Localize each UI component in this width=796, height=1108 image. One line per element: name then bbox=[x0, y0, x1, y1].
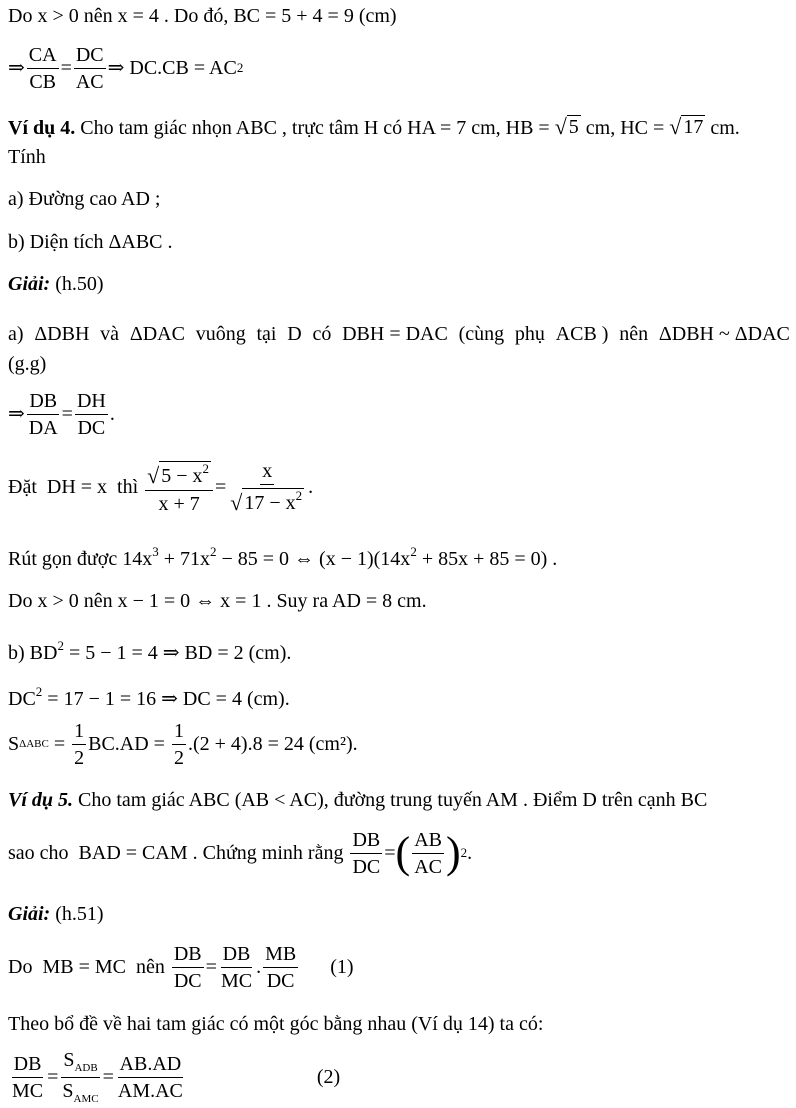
solution-heading: Giải: (h.50) bbox=[8, 273, 104, 295]
equation-number: (1) bbox=[330, 956, 354, 978]
text-line-4: Tính bbox=[8, 146, 46, 168]
fraction: $\frac{DB}{DC}$ bbox=[352, 828, 381, 878]
fraction: $\frac{DB}{DC}$ bbox=[173, 942, 202, 992]
item-a: a) Đường cao AD ; bbox=[8, 188, 161, 210]
example-4-heading: Ví dụ 4. Cho tam giác nhọn ABC , trực tâm H có HA = 7 cm, HB = √ 5 cm, HC = √ 17 cm. bbox=[8, 114, 740, 139]
text-line-21: Theo bổ đề về hai tam giác có một góc bằng nhau (Ví dụ 14) ta có: bbox=[8, 1013, 544, 1035]
equation-line-22: $\frac{DB}{MC}$ = $\frac{S_{ADB}}{S_{AMC}}$ = $\frac{AB.AD}{AM.AC}$ (2) bbox=[12, 1048, 341, 1105]
text-line-13: Do x > 0 nên x − 1 = 0 ⇔ x = 1 . Suy ra AD = 8 cm. bbox=[8, 590, 427, 612]
sqrt: √ 5 bbox=[554, 114, 579, 139]
fraction: √ $5 - x^2$ x + 7 bbox=[145, 461, 213, 514]
solution-heading-2: Giải: (h.51) bbox=[8, 903, 104, 925]
equation-line-2: ⇒ $\frac{CA}{CB}$ = $\frac{DC}{AC}$ ⇒ DC.CB = AC 2 bbox=[8, 43, 244, 93]
sqrt: √ 17 bbox=[669, 114, 704, 139]
fraction: $\frac{DB}{MC}$ bbox=[12, 1052, 44, 1102]
text-line-15: $DC^2 = 17 - 1 = 16$ ⇒ DC = 4 (cm). bbox=[8, 684, 290, 710]
fraction: $\frac{DC}{AC}$ bbox=[75, 43, 104, 93]
fraction: $\frac{MB}{DC}$ bbox=[265, 942, 297, 992]
fraction: $\frac{AB.AD}{AM.AC}$ bbox=[117, 1052, 183, 1102]
fraction: $\frac{CA}{CB}$ bbox=[28, 43, 57, 93]
item-b: b) Diện tích ΔABC . bbox=[8, 231, 173, 253]
fraction: $\frac{AB}{AC}$ bbox=[414, 828, 442, 878]
text-line-9: (g.g) bbox=[8, 353, 47, 375]
equation-line-18: sao cho BAD = CAM . Chứng minh rằng $\frac{DB}{DC}$ = ( $\frac{AB}{AC}$ ) 2 . bbox=[8, 828, 473, 878]
text-line-12: Rút gọn được $14x^3 + 71x^2 - 85 = 0$ ⇔ $(x - 1)(14x^2 + 85x + 85 = 0)$ . bbox=[8, 544, 558, 570]
fraction: x √ $17 - x^2$ bbox=[230, 459, 303, 515]
fraction: $\frac{DB}{DA}$ bbox=[28, 389, 58, 439]
fraction: $\frac{DB}{MC}$ bbox=[220, 942, 253, 992]
equation-number: (2) bbox=[316, 1066, 341, 1088]
text-line-14: b) $BD^2 = 5 - 1 = 4$ ⇒ BD = 2 (cm). bbox=[8, 638, 292, 664]
equation-line-11: Đặt DH = x thì √ $5 - x^2$ x + 7 = x √ $17 - x^2$ . bbox=[8, 459, 314, 515]
equation-line-16: S ΔABC = $\frac{1}{2}$ BC.AD = $\frac{1}{2}$ .(2 + 4).8 = 24 (cm²). bbox=[8, 719, 358, 769]
example-label: Ví dụ 5. bbox=[8, 789, 74, 811]
example-label: Ví dụ 4. bbox=[8, 117, 76, 139]
equation-line-10: ⇒ $\frac{DB}{DA}$ = $\frac{DH}{DC}$ . bbox=[8, 389, 115, 439]
fraction: $\frac{S_{ADB}}{S_{AMC}}$ bbox=[62, 1048, 99, 1105]
example-5-heading: Ví dụ 5. Cho tam giác ABC (AB < AC), đường trung tuyến AM . Điểm D trên cạnh BC bbox=[8, 789, 708, 811]
text-line-1: Do x > 0 nên x = 4 . Do đó, BC = 5 + 4 = 9 (cm) bbox=[8, 5, 397, 27]
fraction: $\frac{1}{2}$ bbox=[173, 719, 184, 769]
implies-symbol: ⇒ bbox=[8, 57, 25, 79]
equation-line-20: Do MB = MC nên $\frac{DB}{DC}$ = $\frac{DB}{MC}$ . $\frac{MB}{DC}$ (1) bbox=[8, 942, 354, 992]
fraction: $\frac{DH}{DC}$ bbox=[76, 389, 106, 439]
fraction: $\frac{1}{2}$ bbox=[74, 719, 85, 769]
text-line-8: a) ΔDBH và ΔDAC vuông tại D có DBH = DAC (cùng phụ ACB ) nên ΔDBH ~ ΔDAC bbox=[8, 323, 790, 345]
